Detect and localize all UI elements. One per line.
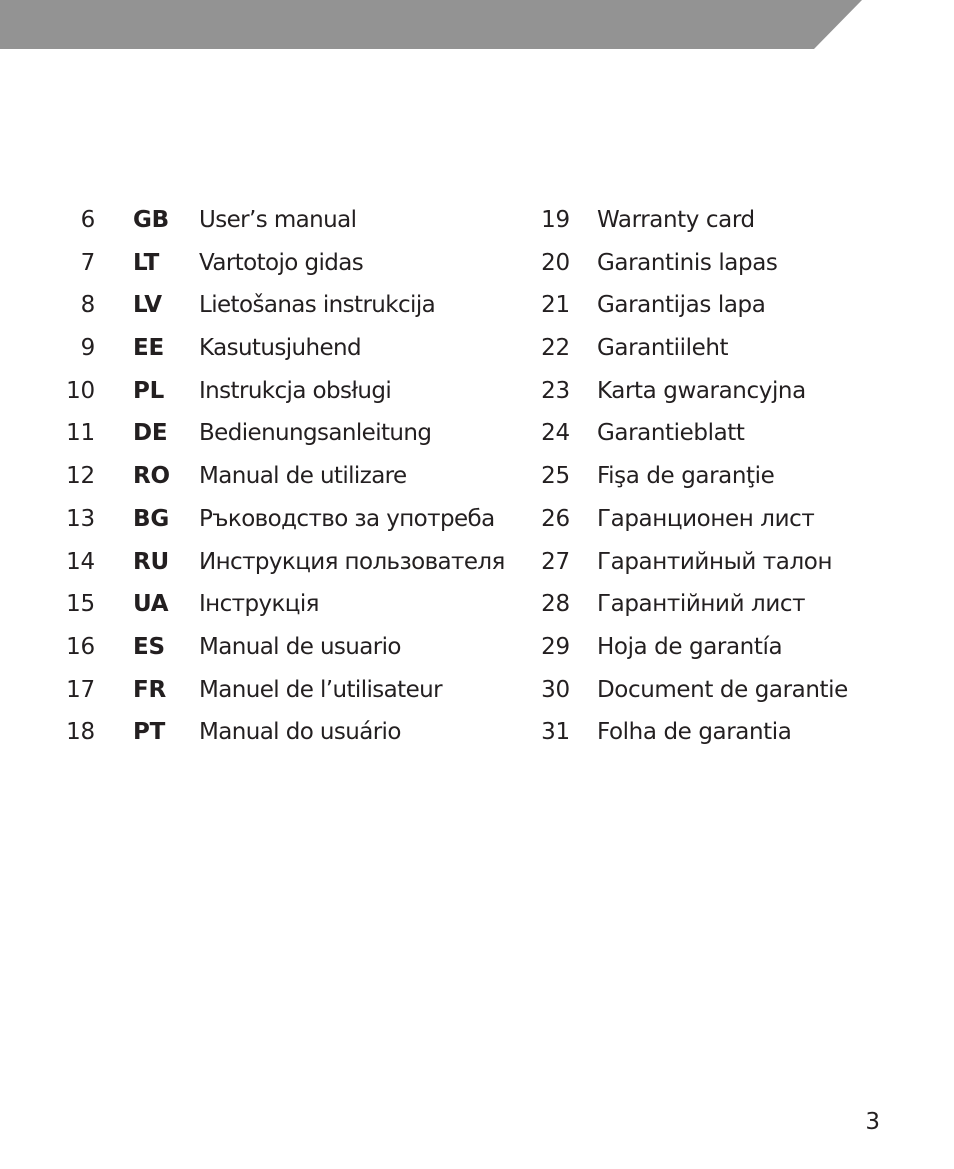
toc-left-page-number: 17 — [66, 676, 95, 703]
toc-language-code: RO — [133, 463, 170, 490]
toc-manual-title: Manuel de l’utilisateur — [199, 676, 442, 703]
table-of-contents — [0, 199, 954, 754]
toc-right-page-number: 23 — [541, 377, 570, 404]
toc-right-page-number: 24 — [541, 420, 570, 447]
toc-row — [0, 669, 954, 712]
toc-row — [0, 626, 954, 669]
toc-warranty-title: Гарантийный талон — [597, 548, 833, 575]
toc-manual-title: Manual de utilizare — [199, 463, 407, 490]
toc-warranty-title: Garantinis lapas — [597, 249, 778, 276]
toc-warranty-title: Fişa de garanţie — [597, 463, 775, 490]
toc-right-page-number: 28 — [541, 591, 570, 618]
toc-language-code: ES — [133, 633, 165, 660]
page-number: 3 — [865, 1109, 880, 1135]
toc-left-page-number: 7 — [80, 249, 95, 276]
toc-warranty-title: Garantiileht — [597, 335, 729, 362]
toc-row — [0, 412, 954, 455]
toc-row — [0, 199, 954, 242]
toc-right-page-number: 30 — [541, 676, 570, 703]
toc-left-page-number: 16 — [66, 633, 95, 660]
toc-left-page-number: 10 — [66, 377, 95, 404]
toc-left-page-number: 14 — [66, 548, 95, 575]
toc-manual-title: Lietošanas instrukcija — [199, 292, 436, 319]
toc-manual-title: Bedienungsanleitung — [199, 420, 432, 447]
toc-manual-title: Kasutusjuhend — [199, 335, 361, 362]
toc-right-page-number: 22 — [541, 335, 570, 362]
toc-row — [0, 455, 954, 498]
toc-warranty-title: Karta gwarancyjna — [597, 377, 806, 404]
toc-language-code: BG — [133, 505, 170, 532]
toc-left-page-number: 8 — [80, 292, 95, 319]
toc-manual-title: Vartotojo gidas — [199, 249, 364, 276]
toc-manual-title: Manual do usuário — [199, 719, 401, 746]
toc-warranty-title: Garantieblatt — [597, 420, 745, 447]
toc-right-page-number: 20 — [541, 249, 570, 276]
toc-language-code: RU — [133, 548, 169, 575]
toc-manual-title: Інструкція — [199, 591, 319, 618]
toc-right-page-number: 21 — [541, 292, 570, 319]
toc-language-code: LT — [133, 249, 160, 276]
toc-row — [0, 541, 954, 584]
toc-language-code: DE — [133, 420, 168, 447]
toc-left-page-number: 12 — [66, 463, 95, 490]
toc-right-page-number: 29 — [541, 633, 570, 660]
toc-right-page-number: 31 — [541, 719, 570, 746]
toc-left-page-number: 18 — [66, 719, 95, 746]
toc-language-code: FR — [133, 676, 167, 703]
toc-row — [0, 327, 954, 370]
toc-row — [0, 370, 954, 413]
toc-right-page-number: 26 — [541, 505, 570, 532]
toc-right-page-number: 27 — [541, 548, 570, 575]
toc-row — [0, 711, 954, 754]
toc-warranty-title: Document de garantie — [597, 676, 848, 703]
header-band-shape — [0, 0, 862, 49]
toc-row — [0, 284, 954, 327]
toc-left-page-number: 9 — [80, 335, 95, 362]
toc-warranty-title: Folha de garantia — [597, 719, 792, 746]
toc-warranty-title: Warranty card — [597, 207, 755, 233]
toc-manual-title: Ръководство за употреба — [199, 505, 495, 532]
toc-manual-title: Instrukcja obsługi — [199, 377, 392, 404]
toc-right-page-number: 19 — [541, 207, 570, 233]
toc-manual-title: Инструкция пользователя — [199, 548, 505, 575]
toc-manual-title: User’s manual — [199, 207, 357, 233]
toc-warranty-title: Hoja de garantía — [597, 633, 783, 660]
toc-language-code: PT — [133, 719, 166, 746]
toc-language-code: EE — [133, 335, 165, 362]
toc-language-code: GB — [133, 207, 170, 233]
toc-left-page-number: 13 — [66, 505, 95, 532]
toc-row — [0, 583, 954, 626]
toc-row — [0, 242, 954, 285]
toc-warranty-title: Гарантійний лист — [597, 591, 806, 618]
toc-left-page-number: 6 — [80, 207, 95, 233]
toc-row — [0, 498, 954, 541]
header-band — [0, 0, 954, 49]
toc-language-code: UA — [133, 591, 169, 618]
toc-language-code: PL — [133, 377, 165, 404]
toc-manual-title: Manual de usuario — [199, 633, 401, 660]
toc-warranty-title: Garantijas lapa — [597, 292, 766, 319]
toc-right-page-number: 25 — [541, 463, 570, 490]
toc-left-page-number: 11 — [66, 420, 95, 447]
toc-warranty-title: Гаранционен лист — [597, 505, 815, 532]
toc-language-code: LV — [133, 292, 162, 319]
toc-left-page-number: 15 — [66, 591, 95, 618]
